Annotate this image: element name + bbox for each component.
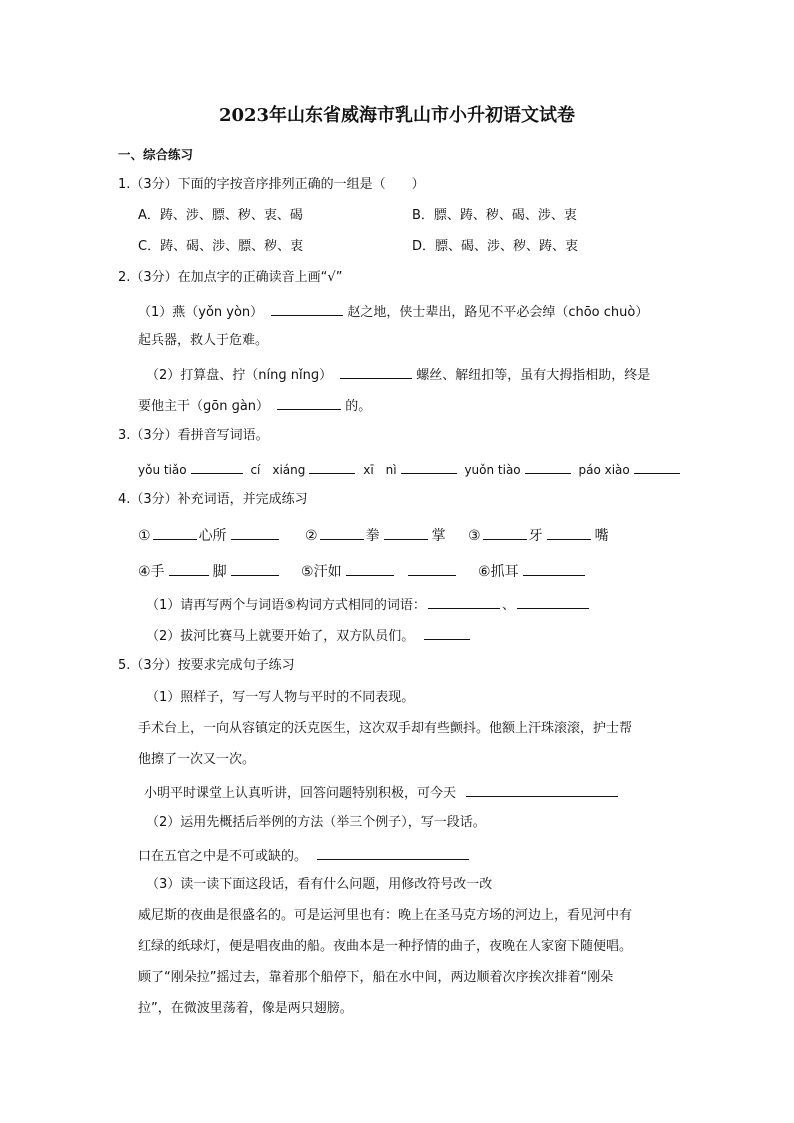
q3-pinyin-row [138, 459, 684, 479]
q5-passage-line-3: 顾了“刚朵拉”摇过去，靠着那个船停下，船在水中间，两边顺着次序挨次排着“刚朵 [138, 970, 614, 985]
question-4-stem: 4.（3分）补充词语，并完成练习 [118, 492, 308, 507]
q5-passage-line-2: 红绿的纸球灯，便是唱夜曲的船。夜曲本是一种抒情的曲子，夜晚在人家窗下随便唱。 [138, 939, 633, 954]
answer-blank[interactable] [384, 525, 428, 540]
answer-blank[interactable] [428, 594, 500, 609]
question-5-stem: 5.（3分）按要求完成句子练习 [118, 658, 295, 673]
pinyin-4: yuǒn tiào [464, 463, 521, 477]
answer-blank[interactable] [424, 625, 470, 640]
idiom-3-end: 嘴 [594, 528, 609, 544]
q1-option-b: B．膘、踌、秽、碣、涉、衷 [412, 208, 577, 223]
answer-blank[interactable] [408, 561, 456, 576]
q5-writing-text: 口在五官之中是不可或缺的。 [138, 849, 308, 864]
question-3-stem: 3.（3分）看拼音写词语。 [118, 428, 269, 443]
answer-blank[interactable] [525, 459, 571, 474]
idiom-2-num: ② [305, 528, 318, 544]
answer-blank[interactable] [231, 561, 279, 576]
idiom-3-num: ③ [468, 528, 481, 544]
q5-example-line-2: 他擦了一次又一次。 [138, 752, 256, 767]
answer-blank[interactable] [320, 525, 364, 540]
q1-option-c: C．踌、碣、涉、膘、秽、衷 [138, 239, 304, 254]
idiom-4-part: 脚 [212, 564, 227, 580]
q2-part2-line1 [146, 364, 650, 385]
q5-subquestion-2: （2）运用先概括后举例的方法（举三个例子），写一段话。 [146, 815, 486, 830]
q2-part1-line2: 起兵器，救人于危难。 [138, 333, 269, 348]
q5-example-line-1: 手术台上，一向从容镇定的沃克医生，这次双手却有些颤抖。他额上汗珠滚滚，护士帮 [138, 721, 633, 736]
pinyin-1: yǒu tiǎo [138, 463, 187, 477]
q5-writing-line [138, 845, 473, 866]
answer-blank[interactable] [277, 395, 341, 410]
q2-p2-cont: 要他主干（ɡōn ɡàn） [138, 399, 270, 414]
q4-subquestion-1 [146, 594, 591, 615]
q4-row-1 [138, 525, 609, 545]
q5-practice-text: 小明平时课堂上认真听讲，回答问题特别积极，可今天 [144, 786, 457, 801]
q5-subquestion-1: （1）照样子，写一写人物与平时的不同表现。 [146, 690, 415, 705]
section-heading: 一、综合练习 [118, 147, 194, 162]
answer-blank[interactable] [346, 561, 394, 576]
page-title: 2023年山东省威海市乳山市小升初语文试卷 [218, 105, 576, 126]
answer-blank[interactable] [401, 459, 457, 474]
answer-blank[interactable] [153, 525, 197, 540]
q4-subquestion-2 [146, 625, 474, 646]
idiom-1-num: ① [138, 528, 151, 544]
idiom-6-start: ⑥抓耳 [478, 564, 519, 580]
q2-part1-line1 [138, 301, 648, 322]
answer-blank[interactable] [466, 782, 618, 797]
q2-part2-line2 [138, 395, 371, 416]
idiom-4-start: ④手 [138, 564, 165, 580]
q1-option-a: A．踌、涉、膘、秽、衷、碣 [138, 208, 303, 223]
answer-blank[interactable] [523, 561, 585, 576]
idiom-2-end: 掌 [431, 528, 446, 544]
q2-p2-start: （2）打算盘、拧（nínɡ nǐnɡ） [146, 368, 333, 383]
q4-row-2 [138, 561, 589, 581]
answer-blank[interactable] [169, 561, 209, 576]
answer-blank[interactable] [271, 301, 343, 316]
q5-passage-line-1: 威尼斯的夜曲是很盛名的。可是运河里也有：晚上在圣马克方场的河边上，看见河中有 [138, 908, 633, 923]
q5-passage-line-4: 拉”，在微波里荡着，像是两只翅膀。 [138, 1001, 353, 1016]
q4-s1-text: （1）请再写两个与词语⑤构词方式相同的词语： [146, 598, 426, 613]
q5-practice-line [144, 782, 622, 803]
answer-blank[interactable] [340, 364, 412, 379]
idiom-2-part: 拳 [365, 528, 380, 544]
answer-blank[interactable] [317, 845, 469, 860]
answer-blank[interactable] [483, 525, 527, 540]
pinyin-2: cí xiáng [250, 463, 306, 477]
q4-s2-text: （2）拔河比赛马上就要开始了，双方队员们。 [146, 629, 415, 644]
answer-blank[interactable] [547, 525, 591, 540]
answer-blank[interactable] [309, 459, 355, 474]
pinyin-5: páo xiào [578, 463, 630, 477]
question-2-stem: 2.（3分）在加点字的正确读音上画“√” [118, 270, 343, 285]
pinyin-3: xī nì [363, 463, 397, 477]
answer-blank[interactable] [517, 594, 589, 609]
q2-p1-start: （1）燕（yǒn yòn） [138, 305, 264, 320]
q2-p2-rest: 螺丝、解纽扣等，虽有大拇指相助，终是 [416, 368, 651, 383]
q5-subquestion-3: （3）读一读下面这段话，看有什么问题，用修改符号改一改 [146, 877, 493, 892]
answer-blank[interactable] [634, 459, 680, 474]
answer-blank[interactable] [231, 525, 279, 540]
q4-s1-sep: 、 [501, 598, 515, 613]
question-1-stem: 1.（3分）下面的字按音序排列正确的一组是（ ） [118, 177, 425, 192]
answer-blank[interactable] [191, 459, 243, 474]
q1-option-d: D．膘、碣、涉、秽、踌、衷 [412, 239, 579, 254]
q2-p2-end: 的。 [345, 399, 372, 414]
q2-p1-rest: 赵之地，侠士辈出，路见不平必会绰（chōo chuò） [347, 305, 649, 320]
idiom-5-start: ⑤汗如 [301, 564, 342, 580]
idiom-1-part: 心所 [198, 528, 227, 544]
idiom-3-part: 牙 [528, 528, 543, 544]
